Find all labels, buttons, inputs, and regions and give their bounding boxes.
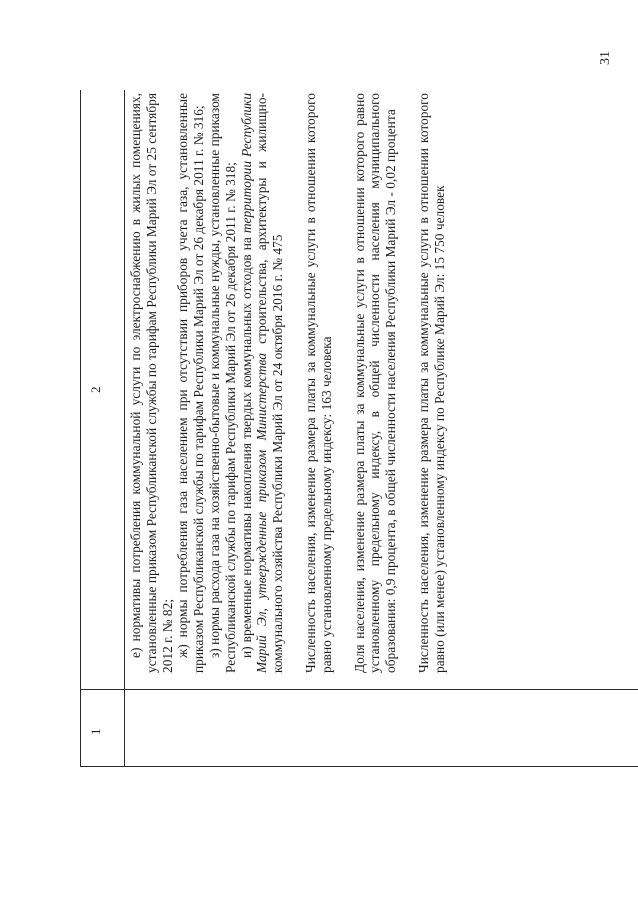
page-number: 31 [598, 51, 613, 65]
item-i-prefix: и) временные нормативы накопления твердых коммунальных отходов на [238, 233, 254, 658]
item-e: е) нормативы потребления коммунальной услуги по электроснабжению в жилых помещениях, установленные приказом Республиканской службы по тарифам Республики Марий Эл от 25 сентября 2012 г. № 82; [128, 93, 175, 673]
table-top-border [80, 90, 81, 767]
column-2-header: 2 [88, 386, 103, 393]
item-i [239, 93, 286, 673]
table-header-border [124, 90, 125, 767]
column-1-header: 1 [88, 728, 103, 735]
population-share-paragraph: Доля населения, изменение размера платы за коммунальные услуги в отношении которого равно установленному предельному индексу, в общей численности населения муниципального образования: 0,9 процента, в общей численности населения Республики Марий Эл - 0,02 процента [351, 93, 399, 673]
population-count-paragraph: Численность населения, изменение размера платы за коммунальные услуги в отношении которого равно установленному предельному индексу: 163 человека [302, 93, 334, 673]
item-z: з) нормы расхода газа на хозяйственно-бытовые и коммунальные нужды, установленные приказом Республиканской службы по тарифам Республики Марий Эл от 26 декабря 2011 г. № 318; [206, 93, 238, 673]
item-i-italic: территории Республики Марий Эл, утвержденные приказом Министерства [238, 92, 270, 673]
item-zh: ж) нормы потребления газа населением при отсутствии приборов учета газа, установленные приказом Республиканской службы по тарифам Республики Марий Эл от 26 декабря 2011 г. № 316; [175, 93, 207, 673]
column-2-content [128, 93, 448, 673]
table-column-divider [80, 689, 638, 690]
item-i-suffix: строительства, архитектуры и жилищно-коммунального хозяйства Республики Марий Эл от 24 октября 2016 г. № 475 [254, 93, 286, 673]
population-republic-paragraph: Численность населения, изменение размера платы за коммунальные услуги в отношении которого равно (или менее) установленному индексу по Республике Марий Эл: 15 750 человек [415, 93, 447, 673]
table-left-border [80, 766, 638, 767]
